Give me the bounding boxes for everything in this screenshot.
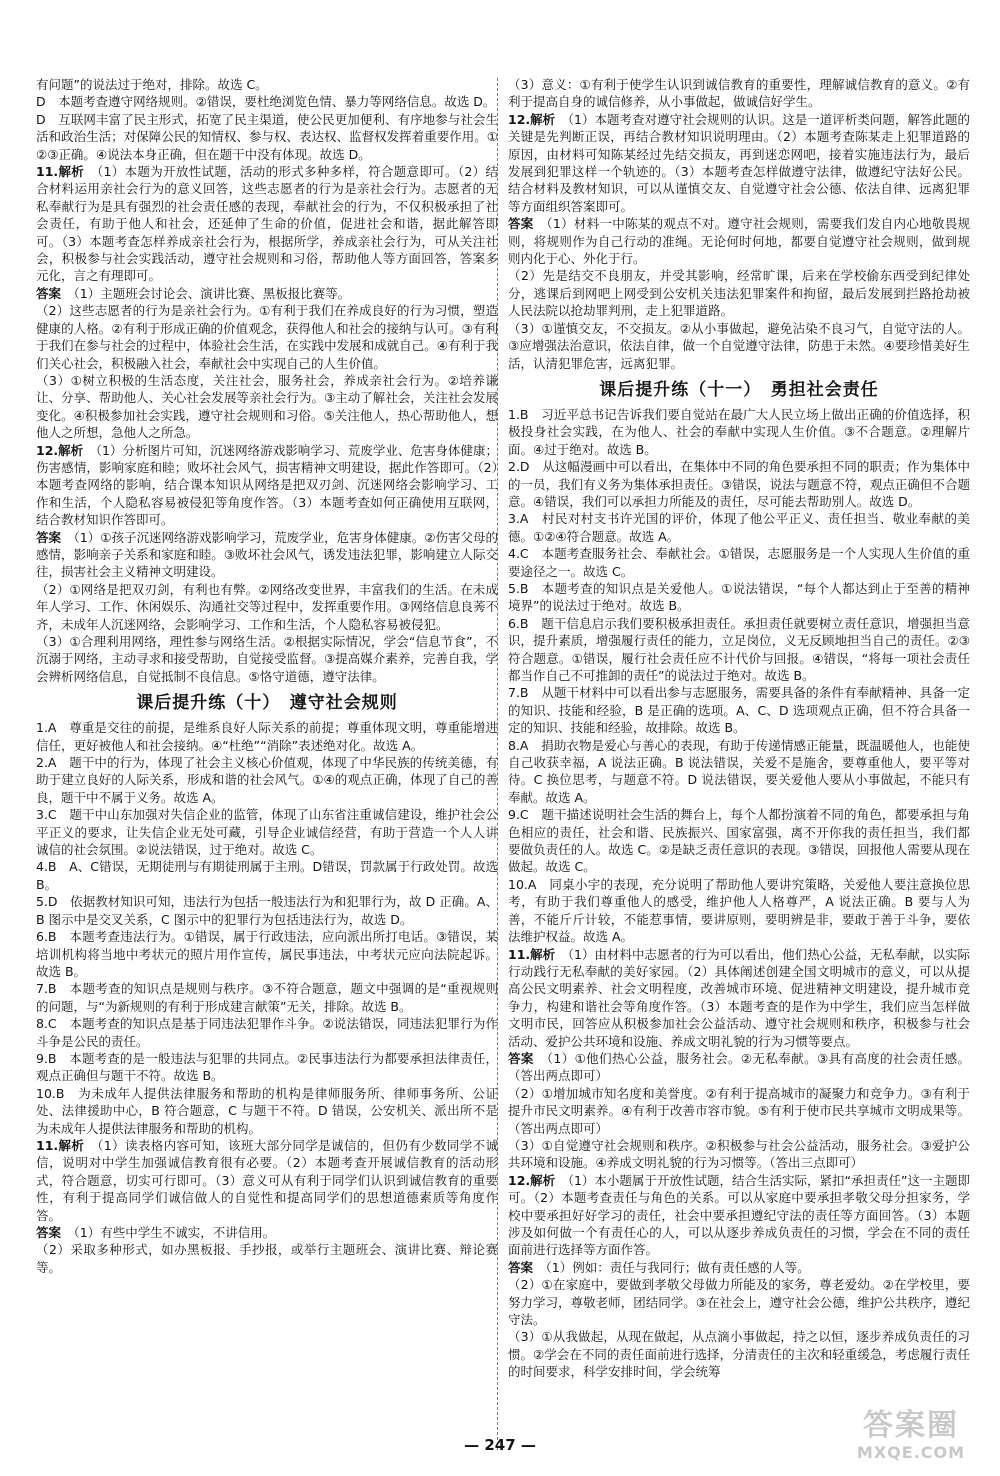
answer-text: （1）材料一中陈某的观点不对。遵守社会规则，需要我们发自内心地敬畏规则，将规则作为自己行动的准绳。无论何时何地，都要自觉遵守社会规则，做到规则内化于心、外化于行。 (508, 216, 970, 267)
answer-label: 答案 (36, 285, 62, 301)
answer-paragraph (36, 442, 498, 529)
answer-paragraph (508, 1172, 970, 1259)
answer-text: 4.B A、C错误，无期徒刑与有期徒刑属于主刑。D错误，罚款属于行政处罚。故选 B。 (36, 859, 498, 892)
page-number: — 247 — (464, 1436, 536, 1454)
answer-paragraph (508, 684, 970, 736)
answer-text: （2）①网络是把双刃剑，有利也有弊。②网络改变世界，丰富我们的生活。在未成年人学习、工作、休闲娱乐、沟通社交等过程中，发挥重要作用。③网络信息良莠不齐，未成年人沉迷网络，会影响学习、工作和生活，个人隐私容易被侵犯。 (36, 581, 498, 632)
answer-text: 2.D 从这幅漫画中可以看出，在集体中不同的角色要承担不同的职责；作为集体中的一员，我们有义务为集体承担责任。③错误，说法与题意不符，观点正确但不合题意。④错误，我们可以承担力所能及的责任，尽可能去帮助别人。故选 D。 (508, 459, 970, 509)
answer-text: 3.A 村民对村支书许光国的评价，体现了他公平正义、责任担当、敬业奉献的美德。①②④符合题意。故选 A。 (508, 511, 970, 544)
answer-label: 答案 (508, 1050, 534, 1066)
answer-paragraph (508, 545, 970, 580)
answer-text: （3）①谨慎交友，不交损友。②从小事做起，避免沾染不良习气，自觉守法的人。③应增强法治意识，依法自律，做一个自觉遵守法律，防患于未然。④要珍惜美好生活，认清犯罪危害，远离犯罪。 (508, 320, 970, 371)
left-block-2 (36, 719, 498, 1276)
answer-text: 3.C 题干中山东加强对失信企业的监管，体现了山东省注重诚信建设，维护社会公平正义的要求，让失信企业无处可藏，引导企业诚信经营，有助于营造一个人人讲诚信的社会氛围。②说法错误，过于绝对。故选 C。 (36, 807, 498, 858)
answer-paragraph (36, 633, 498, 685)
right-column (508, 76, 970, 1381)
answer-text: 1.A 尊重是交往的前提，是维系良好人际关系的前提；尊重体现文明，尊重能增进信任，更好被他人和社会接纳。④“杜绝”“消除”表述绝对化。故选 A。 (36, 720, 498, 753)
answer-paragraph (36, 928, 498, 980)
answer-paragraph (36, 372, 498, 442)
answer-paragraph (36, 285, 498, 302)
site-watermark (836, 1408, 986, 1468)
answer-text: （3）①树立积极的生活态度，关注社会，服务社会，养成亲社会行为。②培养谦让、分享、帮助他人、关心社会发展等亲社会行为。③主动了解社会，关注社会发展变化。④积极参加社会实践，遵守社会规则和习俗。⑤关注他人，热心帮助他人，想他人之所想，急他人之所急。 (36, 372, 498, 441)
answer-paragraph (508, 1085, 970, 1137)
answer-paragraph (36, 76, 498, 93)
answer-text: 9.B 本题考查的是一般违法与犯罪的共同点。②民事违法行为都要承担法律责任，观点正确但与题干不符。故选 B。 (36, 1050, 498, 1084)
answer-paragraph (36, 893, 498, 928)
answer-paragraph (508, 76, 970, 111)
left-block-1 (36, 76, 498, 685)
answer-paragraph (508, 615, 970, 685)
answer-text: （1）分析图片可知，沉迷网络游戏影响学习、荒废学业、危害身体健康；伤害感情，影响家庭和睦；败坏社会风气，损害精神文明建设，据此作答即可。（2）本题考查网络的影响，结合课本知识从网络是把双刃剑、沉迷网络会影响学习、工作和生活，个人隐私容易被侵犯等角度作答。（3）本题考查如何正确使用互联网，结合教材知识作答即可。 (36, 442, 498, 528)
answer-paragraph (36, 302, 498, 372)
answer-label: 答案 (508, 216, 534, 232)
answer-paragraph (36, 581, 498, 633)
answer-text: 5.D 依据教材知识可知，违法行为包括一般违法行为和犯罪行为，故 D 正确。A、B 图示中是交叉关系，C 图示中的犯罪行为包括违法行为，故选 D。 (36, 894, 498, 927)
left-column (36, 76, 498, 1276)
answer-paragraph (508, 876, 970, 946)
answer-paragraph (508, 1050, 970, 1085)
answer-label: 答案 (36, 1225, 62, 1240)
answer-text: 7.B 本题考查的知识点是规则与秩序。③不符合题意，题文中强调的是“重视规则的问题，与“为新规则的有利于形成建言献策”无关，排除。故选 B。 (36, 981, 498, 1014)
answer-paragraph (36, 1015, 498, 1050)
answer-paragraph (508, 1259, 970, 1276)
answer-text: 2.A 题干中的行为，体现了社会主义核心价值观，体现了中华民族的传统美德，有助于建立良好的人际关系，形成和谐的社会风气。①④的观点正确，体现了自己的善良，题干中不属于义务。故选 A。 (36, 755, 498, 805)
answer-text: （1）①他们热心公益，服务社会。②无私奉献。③具有高度的社会责任感。（答出两点即可） (508, 1050, 970, 1084)
answer-paragraph (508, 406, 970, 458)
watermark-logo: 答案圈 (863, 1408, 959, 1443)
answer-label: 11.解析 (508, 946, 556, 962)
answer-text: D 本题考查遵守网络规则。②错误，要杜绝浏览色情、暴力等网络信息。故选 D。 (36, 94, 496, 110)
answer-text: （3）①从我做起，从现在做起，从点滴小事做起，持之以恒，逐步养成负责任的习惯。②学会在不同的责任面前进行选择，分清责任的主次和轻重缓急，考虑履行责任的时间要求，科学安排时间，学会统筹 (508, 1329, 970, 1380)
answer-label: 答案 (36, 529, 62, 545)
answer-label: 11.解析 (36, 1137, 85, 1153)
answer-label: 12.解析 (508, 111, 556, 127)
answer-text: 5.B 本题考查的知识点是关爱他人。①说法错误，“每个人都达到止于至善的精神境界”的说法过于绝对。故选 B。 (508, 580, 970, 614)
answer-paragraph (36, 111, 498, 163)
answer-paragraph (36, 1050, 498, 1085)
answer-paragraph (508, 1328, 970, 1380)
answer-text: 1.B 习近平总书记告诉我们要自觉站在最广大人民立场上做出正确的价值选择，积极投身社会实践，在为他人、社会的奉献中实现人生价值。③不合题意。②理解片面。④过于绝对。故选 B。 (508, 406, 970, 457)
answer-paragraph (36, 858, 498, 893)
answer-text: 4.C 本题考查服务社会、奉献社会。①错误，志愿服务是一个人实现人生价值的重要途径之一。故选 C。 (508, 546, 970, 579)
answer-text: 9.C 题干描述说明社会生活的舞台上，每个人都扮演着不同的角色，都要承担与角色相应的责任，社会和谐、民族振兴、国家富强，离不开你我的责任担当，我们都要做负责任的人。故选 C。②是缺乏责任意识的表现。③错误，回报他人需要从现在做起。故选 C。 (508, 807, 970, 875)
answer-label: 12.解析 (508, 1172, 556, 1188)
answer-label: 答案 (508, 1259, 534, 1275)
answer-text: （1）例如：责任与我同行；做有责任感的人等。 (545, 1259, 810, 1275)
answer-paragraph (508, 946, 970, 1050)
answer-text: （2）①在家庭中，要做到孝敬父母做力所能及的家务，尊老爱幼。②在学校里，要努力学习，尊敬老师，团结同学。③在社会上，遵守社会公德，维护公共秩序，遵纪守法。 (508, 1277, 970, 1328)
answer-text: 10.B 为未成年人提供法律服务和帮助的机构是律师服务所、律师事务所、公证处、法律援助中心，B 符合题意，C 与题干不符。D 错误，公安机关、派出所不是为未成年人提供法律服务和帮助的机构。 (36, 1085, 498, 1136)
answer-label: 12.解析 (36, 442, 84, 458)
answer-text: 7.B 从题干材料中可以看出参与志愿服务，需要具备的条件有奉献精神、具备一定的知识、技能和经验，B 是正确的选项。A、C、D 选项观点正确，但不符合具备一定的知识、技能和经验，故排除。故选 B。 (508, 685, 970, 736)
answer-text: （2）①增加城市知名度和美誉度。②有利于提高城市的凝聚力和竞争力。③有利于提升市民文明素养。④有利于改善市容市貌。⑤有利于使市民共享城市文明成果等。（答出两点即可） (508, 1085, 970, 1136)
answer-paragraph (508, 215, 970, 267)
answer-text: （1）主题班会讨论会、演讲比赛、黑板报比赛等。 (73, 285, 351, 301)
right-block-2 (508, 406, 970, 1381)
section-title-11: 课后提升练（十一） 勇担社会责任 (599, 379, 879, 400)
answer-paragraph (508, 806, 970, 876)
answer-text: （3）意义：①有利于使学生认识到诚信教育的重要性，理解诚信教育的意义。②有利于提高自身的诚信修养，从小事做起，做诚信好学生。 (508, 77, 970, 110)
answer-text: 有问题”的说法过于绝对，排除。故选 C。 (36, 77, 268, 92)
answer-text: （3）①自觉遵守社会规则和秩序。②积极参与社会公益活动，服务社会。③爱护公共环境和设施。④养成文明礼貌的行为习惯等。（答出三点即可） (508, 1137, 970, 1171)
answer-text: 6.B 本题考查违法行为。①错误，属于行政违法，应向派出所打电话。③错误，某培训机构将当地中考状元的照片用作宣传，属民事违法，中考状元应向法院起诉。故选 B。 (36, 929, 498, 979)
answer-text: （1）读表格内容可知，该班大部分同学是诚信的，但仍有少数同学不诚信，说明对中学生加强诚信教育很有必要。（2）本题考查开展诚信教育的活动形式，符合题意，切实可行即可。（3）意义可从有利于同学们认识到诚信教育的重要性，有利于提高同学们诚信做人的自觉性和提高同学们的思想道德素质等角度作答。 (36, 1137, 498, 1223)
answer-text: （2）采取多种形式，如办黑板报、手抄报，或举行主题班会、演讲比赛、辩论赛等。 (36, 1242, 498, 1275)
answer-paragraph (36, 529, 498, 581)
answer-paragraph (508, 267, 970, 319)
answer-paragraph (508, 111, 970, 215)
answer-text: 8.A 捐助衣物是爱心与善心的表现，有助于传递情感正能量，既温暖他人，也能使自己收获幸福，A 说法正确。B 说法错误，关爱不是施舍，要尊重他人，要平等对待。C 换位思考，与题意不符。D 说法错误，要关爱他人要从小事做起，不能只有奉献。故选 A。 (508, 737, 970, 805)
answer-text: （1）本题考查对遵守社会规则的认识。这是一道评析类问题，解答此题的关键是先判断正误，再结合教材知识说明理由。（2）本题考查陈某走上犯罪道路的原因，由材料可知陈某经过先结交损友，再到迷恋网吧，接着实施违法行为，最后发展到犯罪这样一个轨迹的。（3）本题考查怎样做遵守法律，做遵纪守法好公民。结合材料及教材知识，可以从谨慎交友、自觉遵守社会公德、依法自律、远离犯罪等方面组织答案即可。 (508, 111, 970, 214)
answer-text: （1）有些中学生不诚实，不讲信用。 (73, 1225, 276, 1240)
answer-text: （3）①合理利用网络，理性参与网络生活。②根据实际情况，学会“信息节食”，不沉溺于网络，主动寻求和接受帮助，自觉接受监督。③提高媒介素养，完善自我，学会辨析网络信息，自觉抵制不良信息。⑤恪守道德，遵守法律。 (36, 634, 498, 684)
answer-text: （1）①孩子沉迷网络游戏影响学习，荒废学业，危害身体健康。②伤害父母的感情，影响亲子关系和家庭和睦。③败坏社会风气，诱发违法犯罪，影响建立人际交往，损害社会主义精神文明建设。 (36, 529, 498, 580)
answer-paragraph (508, 458, 970, 510)
answer-paragraph (36, 1085, 498, 1137)
answer-paragraph (36, 754, 498, 806)
section-title-10: 课后提升练（十） 遵守社会规则 (136, 693, 398, 714)
answer-paragraph (508, 1137, 970, 1172)
answer-paragraph (36, 806, 498, 858)
answer-paragraph (36, 163, 498, 285)
answer-text: （2）这些志愿者的行为是亲社会行为。①有利于我们在养成良好的行为习惯，塑造健康的人格。②有利于形成正确的价值观念，获得他人和社会的接纳与认可。③有利于我们在参与社会的过程中，体验社会生活，在实践中发展和成就自己。④有利于我们关心社会，积极融入社会，奉献社会中实现自己的人生价值。 (36, 303, 498, 371)
answer-paragraph (36, 1224, 498, 1241)
right-block-1 (508, 76, 970, 372)
answer-paragraph (508, 1276, 970, 1328)
answer-paragraph (508, 580, 970, 615)
answer-paragraph (36, 1137, 498, 1224)
watermark-url: MXQE.COM (856, 1443, 966, 1462)
answer-text: （1）本题为开放性试题，活动的形式多种多样，符合题意即可。（2）结合材料运用亲社会行为的意义回答，这些志愿者的行为是亲社会行为。志愿者的无私奉献行为是具有强烈的社会责任感的表现，奉献社会的行为，不仅积极承担了社会责任，有助于他人和社会，还延伸了生命的价值，促进社会和谐，据此解答即可。（3）本题考查怎样养成亲社会行为，根据所学，养成亲社会行为，可从关注社会，积极参与社会实践活动，遵守社会规则和习俗，帮助他人等方面回答，答案多元化，言之有理即可。 (36, 164, 498, 284)
answer-text: （1）由材料中志愿者的行为可以看出，他们热心公益，无私奉献，以实际行动践行无私奉献的美好家园。（2）具体阐述创建全国文明城市的意义，可以从提高公民文明素养、社会文明程度，改善城市环境、促进精神文明建设，提升城市竞争力，构建和谐社会等角度作答。（3）本题考查的是作为中学生，我们应当怎样做文明市民，回答应从积极参加社会公益活动、遵守社会规则和秩序，积极参与社会活动、爱护公共环境和设施、养成文明礼貌的行为习惯等要点。 (508, 946, 970, 1049)
answer-paragraph (36, 93, 498, 110)
answer-text: 8.C 本题考查的知识点是基于同违法犯罪作斗争。②说法错误，同违法犯罪行为作斗争是公民的责任。 (36, 1016, 498, 1049)
answer-text: D 互联网丰富了民主形式，拓宽了民主渠道，使公民更加便利、有序地参与社会生活和政治生活；对保障公民的知情权、参与权、表达权、监督权发挥着重要作用。①②③正确。④说法本身正确，但在题干中没有体现。故选 D。 (36, 111, 498, 162)
answer-paragraph (36, 1241, 498, 1276)
answer-text: 6.B 题干信息启示我们要积极承担责任。承担责任就要树立责任意识，增强担当意识，提升素质，增强履行责任的能力，立足岗位，义无反顾地担当自己的责任。②③符合题意。①错误，履行社会责任应不计代价与回报。④错误，“将每一项社会责任都当作自己不可推卸的责任”的说法过于绝对。故选 B。 (508, 615, 970, 683)
answer-text: （2）先是结交不良朋友，并受其影响，经常旷课，后来在学校偷东西受到纪律处分，逃课后到网吧上网受到公安机关违法犯罪案件和拘留，最后发展到拦路抢劫被人民法院以抢劫罪判刑，走上犯罪道路。 (508, 268, 970, 319)
answer-paragraph (508, 510, 970, 545)
answer-paragraph (508, 737, 970, 807)
answer-text: （1）本小题属于开放性试题，结合生活实际，紧扣“承担责任”这一主题即可。（2）本题考查责任与角色的关系。可以从家庭中要承担孝敬父母分担家务，学校中要承担好好学习的责任，社会中要承担遵纪守法的责任等方面回答。（3）本题涉及如何做一个有责任心的人，可以从逐步养成负责任的习惯，学会在不同的责任面前进行选择等方面作答。 (508, 1172, 970, 1258)
answer-text: 10.A 同桌小宇的表现，充分说明了帮助他人要讲究策略，关爱他人要注意换位思考，有助于我们尊重他人的感受，维护他人人格尊严，A 说法正确。B 要与人为善，不能斤斤计较，不能惹事情，要讲原则，要明辨是非，要敢于善于斗争，要依法维护权益。故选 A。 (508, 876, 970, 945)
answer-paragraph (508, 320, 970, 372)
answer-paragraph (36, 719, 498, 754)
answer-label: 11.解析 (36, 164, 85, 180)
answer-paragraph (36, 980, 498, 1015)
